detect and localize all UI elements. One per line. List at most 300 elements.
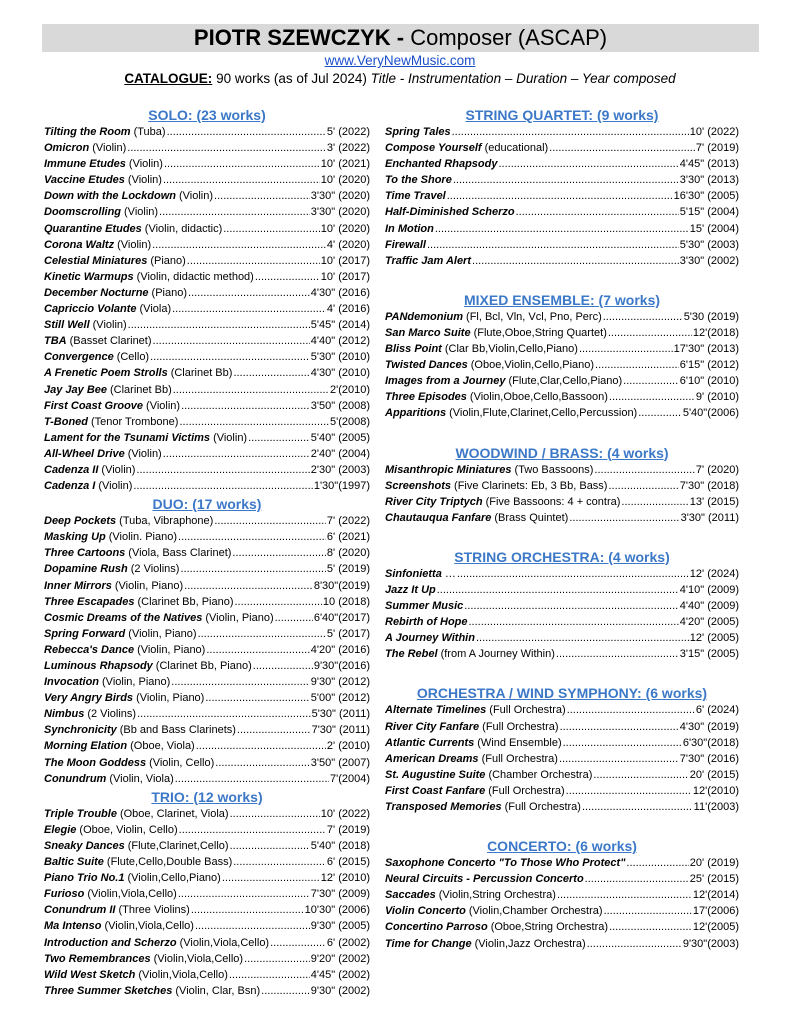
work-entry bbox=[44, 918, 370, 934]
work-duration-year: 10' (2017) bbox=[320, 270, 370, 283]
work-title: Conundrum II bbox=[44, 904, 116, 917]
dot-leader bbox=[128, 317, 310, 333]
work-duration-year: 10' (2022) bbox=[320, 807, 370, 820]
work-duration-year: 16'30" (2005) bbox=[673, 190, 739, 203]
work-duration-year: 3'30" (2020) bbox=[310, 206, 370, 219]
work-entry bbox=[44, 902, 370, 918]
work-instrumentation: (Violin,String Orchestra) bbox=[438, 889, 556, 902]
work-duration-year: 7'30" (2009) bbox=[310, 888, 370, 901]
work-entry bbox=[385, 172, 739, 188]
work-entry bbox=[44, 221, 370, 237]
dot-leader bbox=[184, 578, 313, 594]
dot-leader bbox=[476, 630, 689, 646]
work-duration-year: 6'40"(2017) bbox=[313, 611, 370, 624]
work-entry bbox=[385, 903, 739, 919]
dot-leader bbox=[609, 389, 695, 405]
work-instrumentation: (Violin,Viola,Cello) bbox=[87, 888, 177, 901]
work-entry bbox=[44, 478, 370, 494]
work-entry bbox=[385, 799, 739, 815]
dot-leader bbox=[516, 204, 679, 220]
work-duration-year: 10' (2021) bbox=[320, 158, 370, 171]
work-duration-year: 4'20" (2005) bbox=[679, 616, 739, 629]
section-duo bbox=[44, 495, 370, 787]
composer-role: Composer (ASCAP) bbox=[404, 25, 608, 50]
work-duration-year: 13' (2015) bbox=[689, 495, 739, 508]
work-instrumentation: (Five Bassoons: 4 + contra) bbox=[485, 495, 621, 508]
dot-leader bbox=[623, 373, 679, 389]
work-instrumentation: (Five Clarinets: Eb, 3 Bb, Bass) bbox=[454, 479, 608, 492]
work-entry bbox=[385, 373, 739, 389]
work-duration-year: 5' (2017) bbox=[326, 627, 370, 640]
work-title: American Dreams bbox=[385, 752, 479, 765]
work-duration-year: 2'(2010) bbox=[329, 383, 370, 396]
dot-leader bbox=[187, 253, 320, 269]
work-title: December Nocturne bbox=[44, 286, 149, 299]
work-entry bbox=[44, 967, 370, 983]
work-duration-year: 6'15" (2012) bbox=[679, 359, 739, 372]
work-title: Jay Jay Bee bbox=[44, 383, 107, 396]
work-duration-year: 8' (2020) bbox=[326, 547, 370, 560]
dot-leader bbox=[457, 566, 689, 582]
work-title: Baltic Suite bbox=[44, 856, 104, 869]
dot-leader bbox=[164, 156, 320, 172]
work-title: Summer Music bbox=[385, 600, 464, 613]
work-duration-year: 2' (2010) bbox=[326, 740, 370, 753]
work-instrumentation: (Violin,Cello,Piano) bbox=[127, 872, 221, 885]
work-title: Piano Trio No.1 bbox=[44, 872, 125, 885]
work-duration-year: 6' (2002) bbox=[326, 936, 370, 949]
dot-leader bbox=[608, 325, 692, 341]
work-duration-year: 10' (2017) bbox=[320, 254, 370, 267]
work-entry bbox=[385, 478, 739, 494]
work-duration-year: 20' (2015) bbox=[689, 768, 739, 781]
work-title: TBA bbox=[44, 335, 67, 348]
work-duration-year: 17'30" (2013) bbox=[673, 343, 739, 356]
work-title: Doomscrolling bbox=[44, 206, 122, 219]
work-duration-year: 7' (2019) bbox=[695, 142, 739, 155]
dot-leader bbox=[452, 124, 689, 140]
dot-leader bbox=[172, 301, 326, 317]
work-title: Still Well bbox=[44, 319, 90, 332]
work-instrumentation: (Clar Bb,Violin,Cello,Piano) bbox=[444, 343, 578, 356]
work-title: Conundrum bbox=[44, 772, 107, 785]
work-instrumentation: (Violin) bbox=[213, 431, 248, 444]
work-duration-year: 10' (2020) bbox=[320, 222, 370, 235]
work-entry bbox=[44, 626, 370, 642]
work-title: Half-Diminished Scherzo bbox=[385, 206, 515, 219]
work-entry bbox=[385, 735, 739, 751]
work-title: Quarantine Etudes bbox=[44, 222, 142, 235]
work-title: Spring Tales bbox=[385, 126, 451, 138]
work-duration-year: 12' (2010) bbox=[320, 872, 370, 885]
dot-leader bbox=[127, 140, 326, 156]
work-instrumentation: (Violin,Jazz Orchestra) bbox=[474, 937, 586, 950]
dot-leader bbox=[206, 642, 309, 658]
work-instrumentation: (Violin. Piano) bbox=[108, 531, 178, 544]
work-entry bbox=[44, 430, 370, 446]
dot-leader bbox=[587, 936, 682, 952]
work-instrumentation: (Oboe,Violin,Cello,Piano) bbox=[470, 359, 595, 372]
dot-leader bbox=[603, 309, 683, 325]
work-duration-year: 6' (2015) bbox=[326, 856, 370, 869]
work-duration-year: 7' (2019) bbox=[326, 823, 370, 836]
dot-leader bbox=[582, 799, 693, 815]
dot-leader bbox=[549, 140, 695, 156]
work-title: Misanthropic Miniatures bbox=[385, 463, 512, 476]
work-instrumentation: (Violin,Viola,Cello) bbox=[153, 952, 244, 965]
work-duration-year: 4'10" (2009) bbox=[679, 583, 739, 596]
work-entry bbox=[385, 783, 739, 799]
work-instrumentation: (Oboe, Violin, Cello) bbox=[79, 823, 178, 836]
work-title: First Coast Groove bbox=[44, 399, 144, 412]
work-duration-year: 12' (2024) bbox=[689, 567, 739, 580]
dot-leader bbox=[237, 722, 311, 738]
dot-leader bbox=[604, 903, 692, 919]
work-entry bbox=[44, 285, 370, 301]
work-instrumentation: (Viola, Bass Clarinet) bbox=[128, 547, 232, 560]
dot-leader bbox=[593, 767, 688, 783]
work-instrumentation: (2 Violins) bbox=[87, 708, 137, 721]
work-duration-year: 15' (2004) bbox=[689, 222, 739, 235]
work-entry bbox=[44, 172, 370, 188]
work-duration-year: 10' (2020) bbox=[320, 174, 370, 187]
work-title: River City Triptych bbox=[385, 495, 483, 508]
work-instrumentation: (Tuba) bbox=[133, 126, 166, 138]
work-title: Elegie bbox=[44, 823, 77, 836]
work-title: In Motion bbox=[385, 222, 434, 235]
section-heading: SOLO: (23 works) bbox=[148, 107, 266, 123]
work-title: Time Travel bbox=[385, 190, 446, 203]
work-instrumentation: (Brass Quintet) bbox=[494, 511, 569, 524]
section-heading: WOODWIND / BRASS: (4 works) bbox=[455, 444, 669, 461]
work-duration-year: 5' (2019) bbox=[326, 563, 370, 576]
work-duration-year: 4'45" (2002) bbox=[310, 968, 370, 981]
dot-leader bbox=[248, 430, 310, 446]
work-title: A Journey Within bbox=[385, 632, 475, 645]
work-title: Very Angry Birds bbox=[44, 692, 134, 705]
dot-leader bbox=[579, 341, 673, 357]
work-instrumentation: (Violin) bbox=[128, 158, 163, 171]
dot-leader bbox=[215, 755, 310, 771]
work-entry bbox=[385, 871, 739, 887]
work-instrumentation: (Violin) bbox=[146, 399, 181, 412]
dot-leader bbox=[233, 365, 309, 381]
work-title: Sneaky Dances bbox=[44, 839, 125, 852]
work-title: Apparitions bbox=[385, 407, 447, 420]
work-title: Twisted Dances bbox=[385, 359, 468, 372]
dot-leader bbox=[178, 886, 310, 902]
dot-leader bbox=[563, 735, 682, 751]
work-duration-year: 5'30" (2003) bbox=[679, 238, 739, 251]
work-duration-year: 5' (2022) bbox=[326, 126, 370, 138]
work-duration-year: 2'40" (2004) bbox=[310, 447, 370, 460]
work-title: The Rebel bbox=[385, 648, 438, 661]
work-duration-year: 4' (2016) bbox=[326, 303, 370, 316]
dot-leader bbox=[621, 494, 688, 510]
work-instrumentation: (Violin) bbox=[92, 319, 127, 332]
work-duration-year: 10' (2022) bbox=[689, 126, 739, 138]
work-entry bbox=[44, 204, 370, 220]
work-instrumentation: (Clarinet Bb) bbox=[110, 383, 172, 396]
work-title: Three Escapades bbox=[44, 595, 135, 608]
work-title: Introduction and Scherzo bbox=[44, 936, 177, 949]
dot-leader bbox=[214, 513, 326, 529]
work-title: Atlantic Currents bbox=[385, 736, 475, 749]
work-title: Spring Forward bbox=[44, 627, 126, 640]
work-title: Celestial Miniatures bbox=[44, 254, 148, 267]
dot-leader bbox=[181, 398, 310, 414]
work-title: Chautauqua Fanfare bbox=[385, 511, 492, 524]
work-entry bbox=[44, 446, 370, 462]
section-heading: STRING QUARTET: (9 works) bbox=[465, 107, 659, 123]
section-mixed-ensemble bbox=[385, 291, 739, 422]
work-entry bbox=[385, 188, 739, 204]
dot-leader bbox=[133, 478, 312, 494]
work-instrumentation: (Violin,Viola,Cello) bbox=[138, 968, 228, 981]
dot-leader bbox=[173, 382, 329, 398]
left-column bbox=[44, 106, 370, 999]
work-duration-year: 4'45" (2013) bbox=[679, 158, 739, 171]
work-entry bbox=[44, 822, 370, 838]
work-title: Three Episodes bbox=[385, 391, 467, 404]
page-title bbox=[42, 24, 759, 52]
work-duration-year: 7'30" (2018) bbox=[679, 479, 739, 492]
work-entry bbox=[44, 529, 370, 545]
work-instrumentation: (Oboe, Clarinet, Viola) bbox=[119, 807, 229, 820]
work-entry bbox=[385, 156, 739, 172]
dot-leader bbox=[585, 871, 689, 887]
work-title: A Frenetic Poem Strolls bbox=[44, 367, 168, 380]
dot-leader bbox=[556, 646, 679, 662]
work-entry bbox=[44, 237, 370, 253]
dot-leader bbox=[230, 806, 320, 822]
work-title: Saccades bbox=[385, 889, 436, 902]
work-entry bbox=[44, 349, 370, 365]
dot-leader bbox=[163, 446, 310, 462]
section-solo bbox=[44, 106, 370, 494]
work-instrumentation: (Violin, Cello) bbox=[149, 756, 215, 769]
work-title: Alternate Timelines bbox=[385, 704, 487, 717]
section-heading: ORCHESTRA / WIND SYMPHONY: (6 works) bbox=[416, 685, 708, 702]
work-entry bbox=[44, 886, 370, 902]
work-entry bbox=[44, 674, 370, 690]
section-heading: MIXED ENSEMBLE: (7 works) bbox=[463, 291, 661, 308]
dot-leader bbox=[427, 237, 679, 253]
dot-leader bbox=[178, 529, 326, 545]
work-duration-year: 6'30"(2018) bbox=[682, 736, 739, 749]
work-entry bbox=[385, 719, 739, 735]
work-title: Immune Etudes bbox=[44, 158, 126, 171]
work-entry bbox=[44, 594, 370, 610]
dot-leader bbox=[188, 285, 310, 301]
work-entry bbox=[385, 405, 739, 421]
work-instrumentation: (Flute,Clar,Cello,Piano) bbox=[508, 375, 623, 388]
work-entry bbox=[385, 309, 739, 325]
work-title: Enchanted Rhapsody bbox=[385, 158, 498, 171]
work-instrumentation: (Violin,Viola,Cello) bbox=[179, 936, 270, 949]
work-title: Bliss Point bbox=[385, 343, 442, 356]
work-title: Firewall bbox=[385, 238, 426, 251]
dot-leader bbox=[559, 751, 679, 767]
work-instrumentation: (Violin) bbox=[117, 238, 152, 251]
section-heading: CONCERTO: (6 works) bbox=[487, 838, 637, 855]
work-duration-year: 5'30 (2019) bbox=[683, 310, 739, 323]
dot-leader bbox=[595, 357, 679, 373]
dot-leader bbox=[557, 887, 692, 903]
work-title: Concertino Parroso bbox=[385, 921, 488, 934]
dot-leader bbox=[626, 855, 688, 871]
work-entry bbox=[44, 935, 370, 951]
work-duration-year: 10 (2018) bbox=[322, 595, 370, 608]
dot-leader bbox=[214, 188, 310, 204]
work-entry bbox=[44, 382, 370, 398]
work-title: Nimbus bbox=[44, 708, 85, 721]
work-duration-year: 4'40" (2012) bbox=[310, 335, 370, 348]
work-duration-year: 9'20" (2002) bbox=[310, 952, 370, 965]
dot-leader bbox=[560, 719, 679, 735]
work-entry bbox=[44, 983, 370, 999]
work-instrumentation: (Full Orchestra) bbox=[504, 801, 581, 813]
dot-leader bbox=[163, 172, 320, 188]
work-entry bbox=[44, 188, 370, 204]
work-instrumentation: (from A Journey Within) bbox=[440, 648, 555, 661]
work-title: Inner Mirrors bbox=[44, 579, 112, 592]
dot-leader bbox=[261, 983, 310, 999]
work-title: River City Fanfare bbox=[385, 720, 480, 733]
work-entry bbox=[44, 610, 370, 626]
dot-leader bbox=[232, 545, 326, 561]
work-title: To the Shore bbox=[385, 174, 452, 187]
work-entry bbox=[385, 566, 739, 582]
work-instrumentation: (Violin,Viola,Cello) bbox=[104, 920, 194, 933]
work-title: Dopamine Rush bbox=[44, 563, 128, 576]
work-duration-year: 4'40" (2009) bbox=[679, 600, 739, 613]
work-entry bbox=[385, 389, 739, 405]
work-duration-year: 12'(2010) bbox=[692, 784, 739, 797]
work-entry bbox=[44, 124, 370, 140]
work-instrumentation: (Tenor Trombone) bbox=[91, 415, 179, 428]
dot-leader bbox=[469, 614, 679, 630]
work-entry bbox=[44, 738, 370, 754]
work-duration-year: 12' (2005) bbox=[689, 632, 739, 645]
dot-leader bbox=[437, 582, 679, 598]
work-entry bbox=[44, 690, 370, 706]
work-duration-year: 3' (2022) bbox=[326, 142, 370, 155]
dot-leader bbox=[609, 919, 692, 935]
dot-leader bbox=[230, 838, 310, 854]
work-instrumentation: (Oboe, Viola) bbox=[130, 740, 195, 753]
section-concerto bbox=[385, 837, 739, 952]
work-entry bbox=[385, 510, 739, 526]
work-duration-year: 9'30"(2016) bbox=[313, 660, 370, 672]
work-instrumentation: (Violin, didactic method) bbox=[136, 270, 254, 283]
work-instrumentation: (Flute,Oboe,String Quartet) bbox=[473, 326, 607, 339]
work-entry bbox=[44, 561, 370, 577]
work-title: Lament for the Tsunami Victims bbox=[44, 431, 211, 444]
dot-leader bbox=[223, 221, 320, 237]
dot-leader bbox=[608, 478, 678, 494]
work-instrumentation: (Violin, Clar, Bsn) bbox=[175, 984, 261, 997]
work-entry bbox=[44, 578, 370, 594]
dot-leader bbox=[233, 854, 326, 870]
work-duration-year: 5'(2008) bbox=[329, 415, 370, 428]
work-entry bbox=[44, 253, 370, 269]
website-link[interactable]: www.VeryNewMusic.com bbox=[324, 53, 476, 68]
work-entry bbox=[385, 253, 739, 269]
work-instrumentation: (Chamber Orchestra) bbox=[488, 768, 593, 781]
work-duration-year: 5'30" (2010) bbox=[310, 351, 370, 364]
work-duration-year: 3'30" (2011) bbox=[680, 511, 739, 524]
work-duration-year: 12'(2005) bbox=[692, 921, 739, 934]
work-instrumentation: (2 Violins) bbox=[130, 563, 180, 576]
work-title: St. Augustine Suite bbox=[385, 768, 486, 781]
work-instrumentation: (educational) bbox=[484, 142, 549, 155]
work-entry bbox=[385, 751, 739, 767]
work-duration-year: 5'40" (2005) bbox=[310, 431, 370, 444]
work-instrumentation: (Cello) bbox=[116, 351, 150, 364]
work-instrumentation: (Flute,Clarinet,Cello) bbox=[127, 839, 229, 852]
dot-leader bbox=[435, 221, 689, 237]
work-instrumentation: (Violin,Chamber Orchestra) bbox=[468, 905, 603, 918]
dot-leader bbox=[472, 253, 679, 269]
section-orchestra-wind-symphony bbox=[385, 684, 739, 815]
work-entry bbox=[385, 494, 739, 510]
work-title: Compose Yourself bbox=[385, 142, 482, 155]
work-duration-year: 17'(2006) bbox=[692, 905, 739, 918]
work-entry bbox=[385, 357, 739, 373]
catalogue-legend: Title - Instrumentation – Duration – Year composed bbox=[370, 71, 676, 86]
work-title: Corona Waltz bbox=[44, 238, 115, 251]
section-string-quartet bbox=[385, 106, 739, 269]
work-title: San Marco Suite bbox=[385, 326, 471, 339]
work-duration-year: 9' (2010) bbox=[695, 391, 739, 404]
catalogue-label: CATALOGUE: bbox=[124, 71, 213, 86]
work-instrumentation: (Clarinet Bb) bbox=[170, 367, 233, 380]
dot-leader bbox=[195, 918, 310, 934]
work-instrumentation: (Violin, Piano) bbox=[136, 692, 205, 705]
section-trio bbox=[44, 788, 370, 999]
dot-leader bbox=[150, 349, 310, 365]
work-title: Triple Trouble bbox=[44, 807, 117, 820]
section-woodwind-brass bbox=[385, 444, 739, 526]
composer-name: PIOTR SZEWCZYK - bbox=[193, 25, 405, 50]
section-string-orchestra bbox=[385, 548, 739, 663]
dot-leader bbox=[205, 690, 309, 706]
work-instrumentation: (Wind Ensemble) bbox=[477, 736, 562, 749]
dot-leader bbox=[567, 702, 695, 718]
work-entry bbox=[385, 614, 739, 630]
dot-leader bbox=[498, 156, 678, 172]
work-duration-year: 12'(2014) bbox=[692, 889, 739, 902]
work-title: Tilting the Room bbox=[44, 126, 131, 138]
dot-leader bbox=[152, 237, 326, 253]
work-title: Synchronicity bbox=[44, 724, 117, 737]
work-duration-year: 5'45" (2014) bbox=[310, 319, 370, 332]
work-duration-year: 12'(2018) bbox=[692, 326, 739, 339]
work-duration-year: 4'30" (2019) bbox=[679, 720, 739, 733]
work-title: All-Wheel Drive bbox=[44, 447, 125, 460]
work-title: Luminous Rhapsody bbox=[44, 660, 153, 672]
work-title: T-Boned bbox=[44, 415, 88, 428]
work-duration-year: 5'40"(2006) bbox=[682, 407, 739, 420]
work-title: Time for Change bbox=[385, 937, 472, 950]
work-title: Neural Circuits - Percussion Concerto bbox=[385, 873, 584, 886]
work-title: Violin Concerto bbox=[385, 905, 466, 918]
work-duration-year: 3'50" (2007) bbox=[310, 756, 370, 769]
work-duration-year: 2'30" (2003) bbox=[310, 463, 370, 476]
work-entry bbox=[44, 301, 370, 317]
work-entry bbox=[385, 598, 739, 614]
